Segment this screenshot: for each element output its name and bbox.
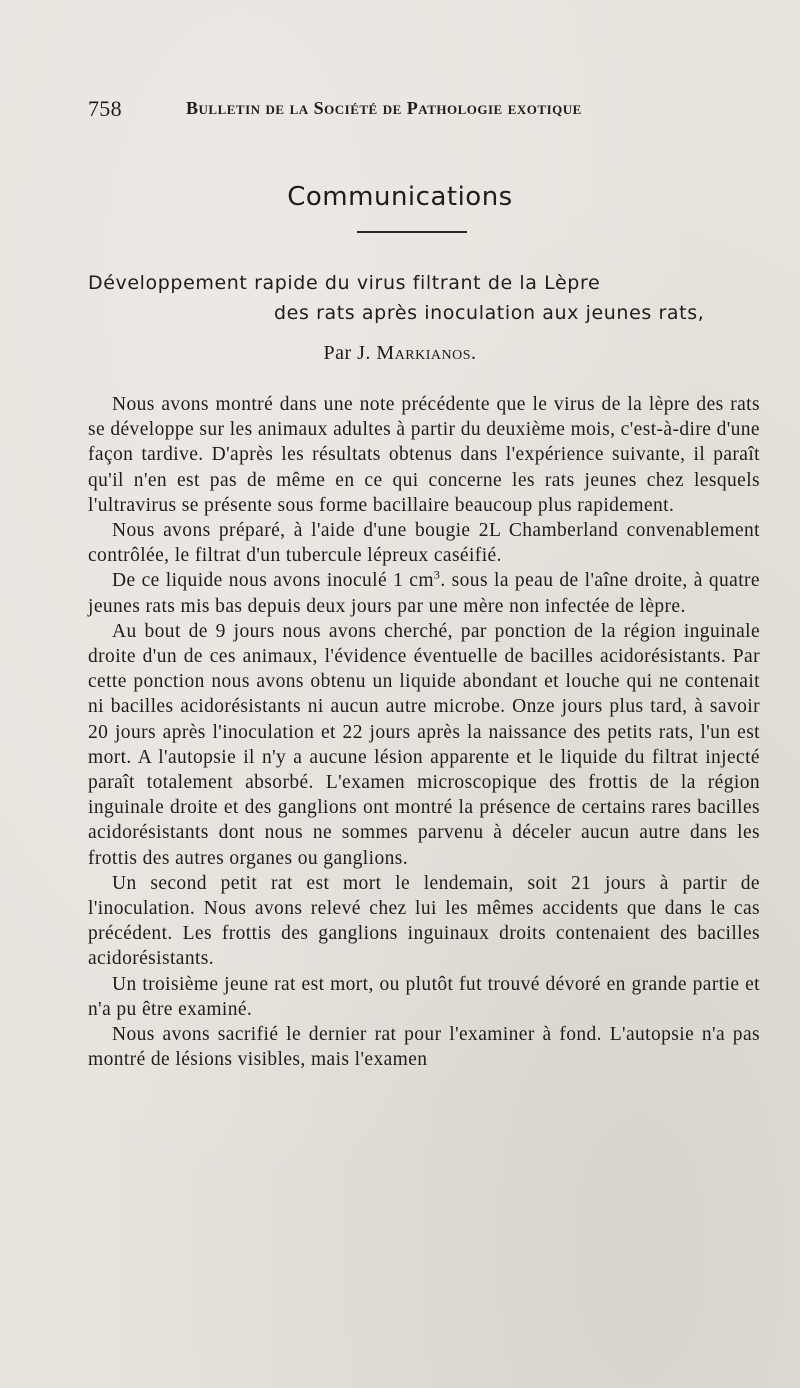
paragraph-6: Un troisième jeune rat est mort, ou plutôt fut trouvé dévoré en grande partie et n'a pu être examiné. xyxy=(88,973,760,1020)
author-name: Markianos. xyxy=(376,342,477,364)
section-heading: Communications xyxy=(287,182,513,212)
byline xyxy=(0,342,800,365)
article-title-line-1: Développement rapide du virus filtrant de la Lèpre xyxy=(88,272,601,294)
byline-prefix: Par J. xyxy=(323,342,371,364)
paragraph-7: Nous avons sacrifié le dernier rat pour l'examiner à fond. L'autopsie n'a pas montré de lésions visibles, mais l'examen xyxy=(88,1024,760,1071)
paragraph-4: Au bout de 9 jours nous avons cherché, par ponction de la région inguinale droite d'un de ces animaux, l'évidence éventuelle de bacilles acidorésistants. Par cette ponction nous avons obtenu un liquide abondant et louche qui ne contenait ni bacilles acidorésistants ni aucun autre microbe. Onze jours plus tard, à savoir 20 jours après l'inoculation et 22 jours après la naissance des petits rats, l'un est mort. A l'autopsie il n'y a aucune lésion apparente et le liquide du filtrat injecté paraît totalement absorbé. L'examen microscopique des frottis de la région inguinale droite et des ganglions ont montré la présence de certains rares bacilles acidorésistants dont nous ne sommes parvenu à déceler aucun autre dans les frottis des autres organes ou ganglions. xyxy=(88,620,760,869)
superscript-3: 3 xyxy=(433,567,441,582)
paragraph-5: Un second petit rat est mort le lendemain, soit 21 jours à partir de l'inoculation. Nous avons relevé chez lui les mêmes accidents que dans le cas précédent. Les frottis des ganglions inguinaux droits contenaient des bacilles acidorésistants. xyxy=(88,872,760,970)
running-head xyxy=(88,96,760,126)
paragraph-3-text-b: . sous la peau de l'aîne droite, à quatre jeunes rats mis bas depuis deux jours par une mère non infectée de lèpre. xyxy=(88,570,760,617)
journal-title: Bulletin de la Société de Pathologie exotique xyxy=(186,98,582,118)
page-number: 758 xyxy=(88,96,122,121)
paragraph-1: Nous avons montré dans une note précédente que le virus de la lèpre des rats se développe sur les animaux adultes à partir du deuxième mois, c'est-à-dire d'une façon tardive. D'après les résultats obtenus dans l'expérience suivante, il paraît qu'il n'en est pas de même en ce qui concerne les rats jeunes chez lesquels l'ultravirus se présente sous forme bacillaire beaucoup plus rapidement. xyxy=(88,394,760,516)
article-body xyxy=(88,392,760,1072)
article-title-line-2: des rats après inoculation aux jeunes rats, xyxy=(274,302,705,324)
paragraph-2: Nous avons préparé, à l'aide d'une bougie 2L Chamberland convenablement contrôlée, le filtrat d'un tubercule lépreux caséifié. xyxy=(88,520,760,567)
paragraph-3-text-a: De ce liquide nous avons inoculé 1 cm xyxy=(112,570,434,592)
heading-rule xyxy=(357,231,467,233)
paragraph-3 xyxy=(88,568,760,618)
